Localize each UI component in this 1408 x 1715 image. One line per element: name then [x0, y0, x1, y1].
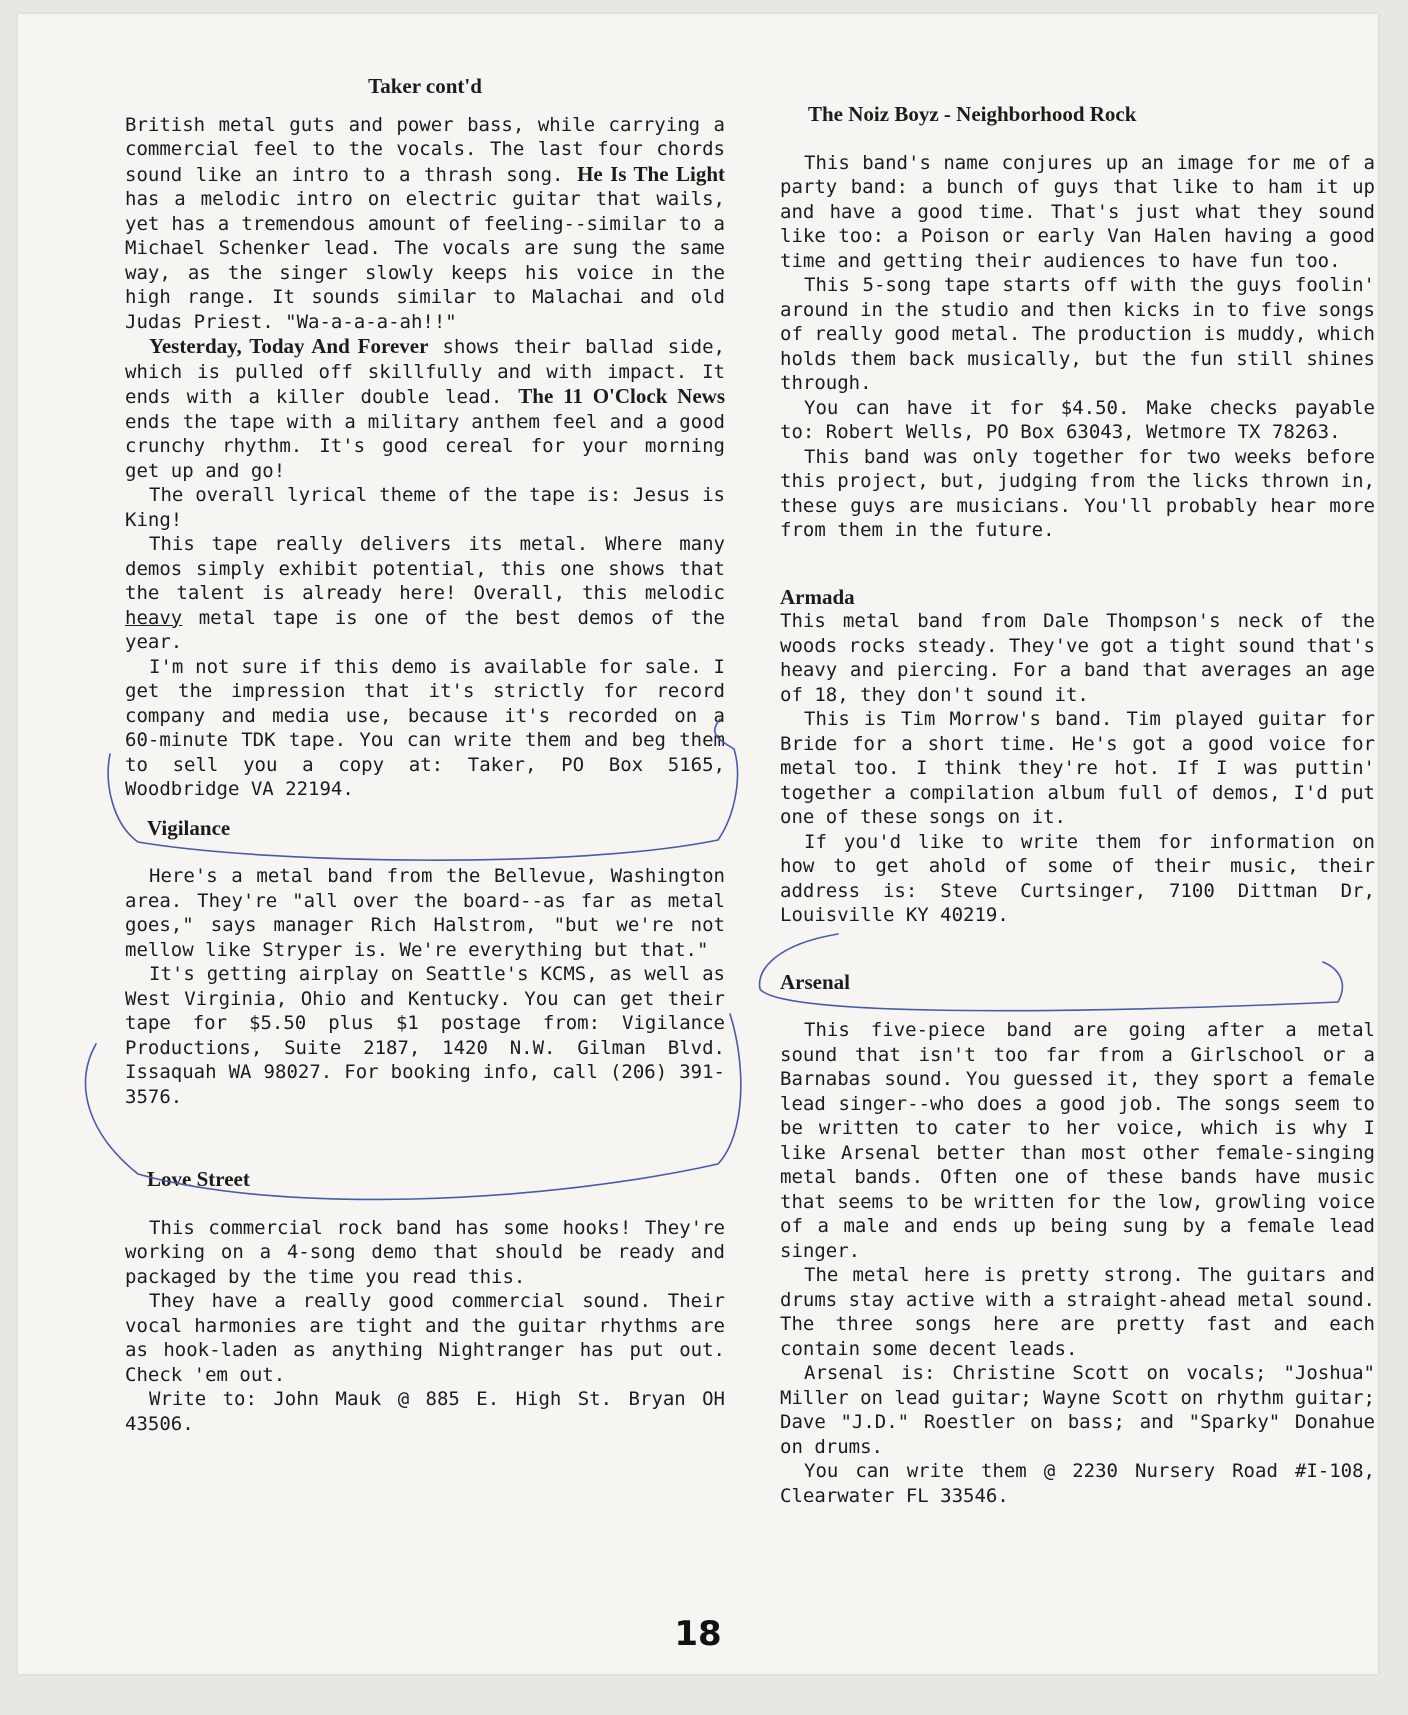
taker-paragraph-3: The overall lyrical theme of the tape is: Jesus is King! — [125, 484, 725, 531]
arsenal-heading: Arsenal — [780, 969, 850, 994]
taker-paragraph-2: Yesterday, Today And Forever shows their ballad side, which is pulled off skillfully and with impact. It ends with a killer double lead. The 11 O'Clock News ends the tape with a military anthem feel and a good crunchy rhythm. It's good cereal for your morning get up and go! — [125, 334, 726, 482]
armada-heading: Armada — [780, 584, 855, 609]
arsenal-paragraph-2: The metal here is pretty strong. The guitars and drums stay active with a straight-ahead metal sound. The three songs here are pretty fast and each contain some decent leads. — [780, 1264, 1375, 1360]
taker-heading: Taker cont'd — [368, 74, 482, 98]
love-street-paragraph-2: They have a really good commercial sound. Their vocal harmonies are tight and the guitar rhythms are as hook-laden as anything Nightranger has put out. Check 'em out. — [125, 1290, 725, 1386]
vigilance-heading: Vigilance — [147, 815, 231, 840]
taker-paragraph-5: I'm not sure if this demo is available for sale. I get the impression that it's strictly for record company and media use, because it's recorded on a 60-minute TDK tape. You can write them and beg them to sell you a copy at: Taker, PO Box 5165, Woodbridge VA 22194. — [125, 655, 725, 800]
vigilance-paragraph-1: Here's a metal band from the Bellevue, Washington area. They're "all over the board--as far as metal goes," says manager Rich Halstrom, "but we're not mellow like Stryper is. We're everything but that." — [125, 865, 725, 961]
vigilance-paragraph-2: It's getting airplay on Seattle's KCMS, as well as West Virginia, Ohio and Kentucky. You can get their tape for $5.50 plus $1 postage from: Vigilance Productions, Suite 2187, 1420 N.W. Gilman Blvd. Issaquah WA 98027. For booking info, call (206) 391-3576. — [125, 963, 725, 1108]
taker-paragraph-4: This tape really delivers its metal. Where many demos simply exhibit potential, this one shows that the talent is already here! Overall, this melodic heavy metal tape is one of the best demos of the year. — [125, 533, 725, 653]
arsenal-paragraph-3: Arsenal is: Christine Scott on vocals; "Joshua" Miller on lead guitar; Wayne Scott on rhythm guitar; Dave "J.D." Roestler on bass; and "Sparky" Donahue on drums. — [780, 1362, 1375, 1458]
armada-paragraph-3: If you'd like to write them for information on how to get ahold of some of their music, their address is: Steve Curtsinger, 7100 Dittman Dr, Louisville KY 40219. — [780, 830, 1375, 926]
taker-paragraph-1: British metal guts and power bass, while carrying a commercial feel to the vocals. The last four chords sound like an intro to a thrash song. He Is The Light has a melodic intro on electric guitar that wails, yet has a tremendous amount of feeling--similar to a Michael Schenker lead. The vocals are sung the same way, as the singer slowly keeps his voice in the high range. It sounds similar to Malachai and old Judas Priest. "Wa-a-a-a-ah!!" — [125, 113, 725, 333]
arsenal-paragraph-1: This five-piece band are going after a metal sound that isn't too far from a Girlschool or a Barnabas sound. You guessed it, they sport a female lead singer--who does a good job. The songs seem to be written to cater to her voice, which is why I like Arsenal better than most other female-singing metal bands. Often one of these bands have music that seems to be written for the low, growling voice of a male and ends up being sung by a female lead singer. — [780, 1019, 1375, 1262]
left-column — [125, 74, 725, 1436]
magazine-page — [18, 14, 1378, 1674]
noiz-boyz-heading: The Noiz Boyz - Neighborhood Rock — [808, 102, 1137, 126]
arsenal-paragraph-4: You can write them @ 2230 Nursery Road #I-108, Clearwater FL 33546. — [780, 1460, 1375, 1507]
armada-paragraph-2: This is Tim Morrow's band. Tim played guitar for Bride for a short time. He's got a good voice for metal too. I think they're hot. If I was puttin' together a compilation album full of demos, I'd put one of these songs on it. — [780, 708, 1375, 828]
right-column — [780, 102, 1375, 1508]
page-number: 18 — [674, 1614, 722, 1654]
noiz-boyz-paragraph-4: This band was only together for two weeks before this project, but, judging from the licks thrown in, these guys are musicians. You'll probably hear more from them in the future. — [780, 445, 1375, 541]
noiz-boyz-paragraph-1: This band's name conjures up an image for me of a party band: a bunch of guys that like to ham it up and have a good time. That's just what they sound like too: a Poison or early Van Halen having a good time and getting their audiences to have fun too. — [780, 151, 1375, 272]
love-street-paragraph-1: This commercial rock band has some hooks! They're working on a 4-song demo that should be ready and packaged by the time you read this. — [125, 1216, 725, 1288]
noiz-boyz-paragraph-2: This 5-song tape starts off with the guys foolin' around in the studio and then kicks in to five songs of really good metal. The production is muddy, which holds them back musically, but the fun still shines through. — [780, 274, 1375, 394]
love-street-paragraph-3: Write to: John Mauk @ 885 E. High St. Bryan OH 43506. — [125, 1388, 725, 1435]
noiz-boyz-paragraph-3: You can have it for $4.50. Make checks payable to: Robert Wells, PO Box 63043, Wetmore TX 78263. — [780, 396, 1375, 443]
armada-paragraph-1: This metal band from Dale Thompson's neck of the woods rocks steady. They've got a tight sound that's heavy and piercing. For a band that averages an age of 18, they don't sound it. — [780, 610, 1375, 706]
love-street-heading: Love Street — [147, 1167, 250, 1191]
